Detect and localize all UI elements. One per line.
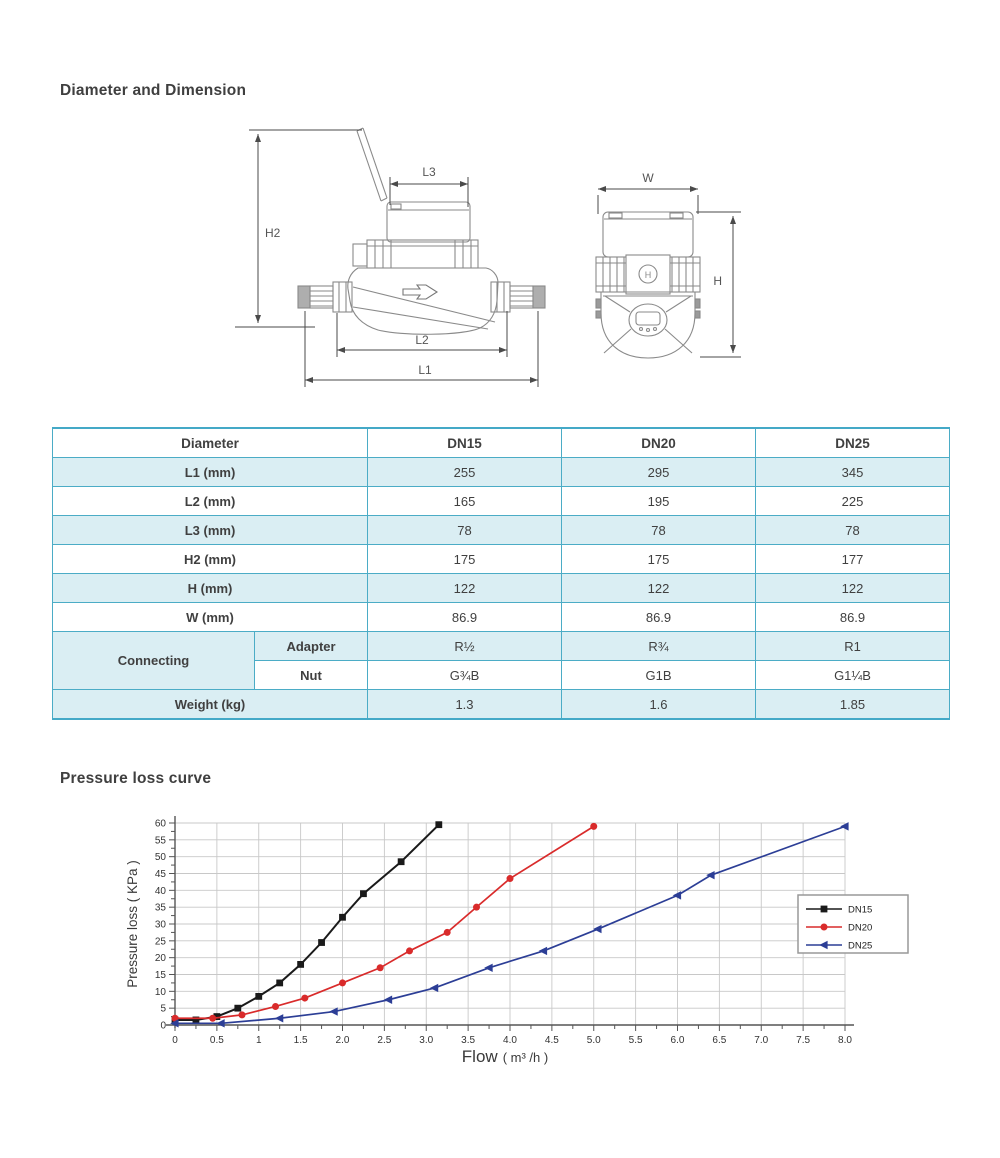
marker-square [435,821,442,828]
table-row [53,574,950,603]
marker-triangle-left [484,964,492,972]
y-tick-label: 35 [154,902,166,914]
row-label: L1 (mm) [53,458,368,487]
section-title-dimension: Diameter and Dimension [60,82,247,99]
row-label: L3 (mm) [53,516,368,545]
marker-square [297,961,304,968]
y-tick-label: 40 [154,885,166,897]
x-axis-title: Flow ( m³ /h ) [461,1047,549,1066]
legend-label: DN25 [848,940,873,952]
table-cell: 195 [562,487,756,516]
marker-triangle-left [275,1014,283,1022]
dim-label-h: H [713,274,722,288]
table-cell: 175 [562,545,756,574]
marker-circle [507,875,514,882]
x-tick-label: 7.0 [754,1035,769,1046]
table-cell: 1.3 [368,690,562,720]
table-cell: 225 [756,487,950,516]
col-header-diameter: Diameter [53,428,368,458]
x-tick-label: 0.5 [209,1035,224,1046]
marker-square [821,906,828,913]
x-tick-label: 7.5 [796,1035,811,1046]
y-axis-title: Pressure loss ( KPa ) [125,860,140,988]
table-cell: G1B [562,661,756,690]
marker-square [318,939,325,946]
dim-label-w: W [642,171,654,185]
table-cell: 295 [562,458,756,487]
dim-label-l1: L1 [418,363,432,377]
x-tick-label: 2.0 [335,1035,350,1046]
table-cell: 78 [368,516,562,545]
table-cell: 78 [562,516,756,545]
row-label-adapter: Adapter [255,632,368,661]
section-title-pressure: Pressure loss curve [60,770,212,787]
marker-square [255,993,262,1000]
row-label: L2 (mm) [53,487,368,516]
dim-label-h2: H2 [265,226,281,240]
row-label: H2 (mm) [53,545,368,574]
x-tick-label: 1.5 [293,1035,308,1046]
meter-side-view [298,128,545,334]
y-tick-label: 45 [154,869,166,880]
marker-circle [821,924,828,931]
dim-label-l2: L2 [415,333,429,347]
marker-triangle-left [216,1019,224,1027]
marker-triangle-left [593,925,601,933]
series-line-dn15 [175,825,439,1020]
marker-triangle-left [539,947,547,955]
legend-label: DN15 [848,904,873,916]
y-tick-label: 15 [154,970,166,981]
marker-circle [301,995,308,1002]
y-tick-label: 50 [154,852,166,864]
y-tick-label: 30 [154,919,166,931]
table-cell: R½ [368,632,562,661]
meter-front-view [596,212,700,358]
table-cell: G¾B [368,661,562,690]
technical-drawing [0,115,1000,415]
row-label-connecting: Connecting [53,632,255,690]
marker-circle [239,1011,246,1018]
y-tick-label: 20 [154,953,166,965]
marker-triangle-left [384,996,392,1004]
x-tick-label: 5.5 [628,1035,643,1046]
marker-circle [473,904,480,911]
y-tick-label: 55 [154,835,166,847]
marker-circle [272,1003,279,1010]
table-cell: 175 [368,545,562,574]
table-cell: 122 [368,574,562,603]
x-tick-label: 4.0 [503,1035,517,1046]
x-tick-label: 5.0 [586,1035,601,1046]
marker-circle [377,964,384,971]
x-tick-label: 3.5 [461,1035,476,1046]
row-label-weight: Weight (kg) [53,690,368,720]
y-tick-label: 25 [154,936,166,948]
meter-logo-letter: H [644,270,652,280]
x-tick-label: 2.5 [377,1035,392,1046]
table-cell: 255 [368,458,562,487]
table-row [53,690,950,720]
table-cell: G1¼B [756,661,950,690]
y-tick-label: 10 [154,986,166,998]
table-cell: R1 [756,632,950,661]
table-row [53,603,950,632]
legend-label: DN20 [848,922,873,934]
flow-direction-arrow-icon [403,285,437,299]
table-cell: 86.9 [756,603,950,632]
marker-triangle-left [673,891,681,899]
col-header-dn: DN25 [756,428,950,458]
marker-circle [590,823,597,830]
table-row [53,487,950,516]
table-cell: 78 [756,516,950,545]
row-label: H (mm) [53,574,368,603]
dim-label-l3: L3 [422,165,436,179]
table-cell: 86.9 [562,603,756,632]
marker-square [234,1005,241,1012]
table-row [53,516,950,545]
x-tick-label: 6.5 [712,1035,727,1046]
marker-square [276,980,283,987]
table-cell: 122 [562,574,756,603]
dimension-table [52,427,950,720]
x-tick-label: 0 [172,1035,178,1046]
table-cell: 165 [368,487,562,516]
table-cell: 1.6 [562,690,756,720]
x-tick-label: 8.0 [838,1035,852,1046]
table-row [53,458,950,487]
marker-square [360,890,367,897]
pressure-loss-chart [0,800,1000,1120]
x-tick-label: 6.0 [670,1035,685,1046]
col-header-dn: DN15 [368,428,562,458]
x-tick-label: 1 [255,1035,262,1046]
y-tick-label: 0 [160,1020,166,1032]
table-row [53,428,950,458]
table-row [53,632,950,661]
table-cell: R¾ [562,632,756,661]
y-tick-label: 60 [154,818,166,830]
x-tick-label: 3.0 [419,1035,434,1046]
table-cell: 122 [756,574,950,603]
marker-square [339,914,346,921]
marker-circle [406,947,413,954]
table-row [53,545,950,574]
marker-square [398,858,405,865]
y-tick-label: 5 [160,1003,166,1015]
marker-circle [209,1015,216,1022]
row-label-nut: Nut [255,661,368,690]
table-cell: 86.9 [368,603,562,632]
table-cell: 177 [756,545,950,574]
x-tick-label: 4.5 [544,1035,559,1046]
marker-circle [339,979,346,986]
table-cell: 345 [756,458,950,487]
row-label: W (mm) [53,603,368,632]
marker-circle [444,929,451,936]
table-cell: 1.85 [756,690,950,720]
col-header-dn: DN20 [562,428,756,458]
